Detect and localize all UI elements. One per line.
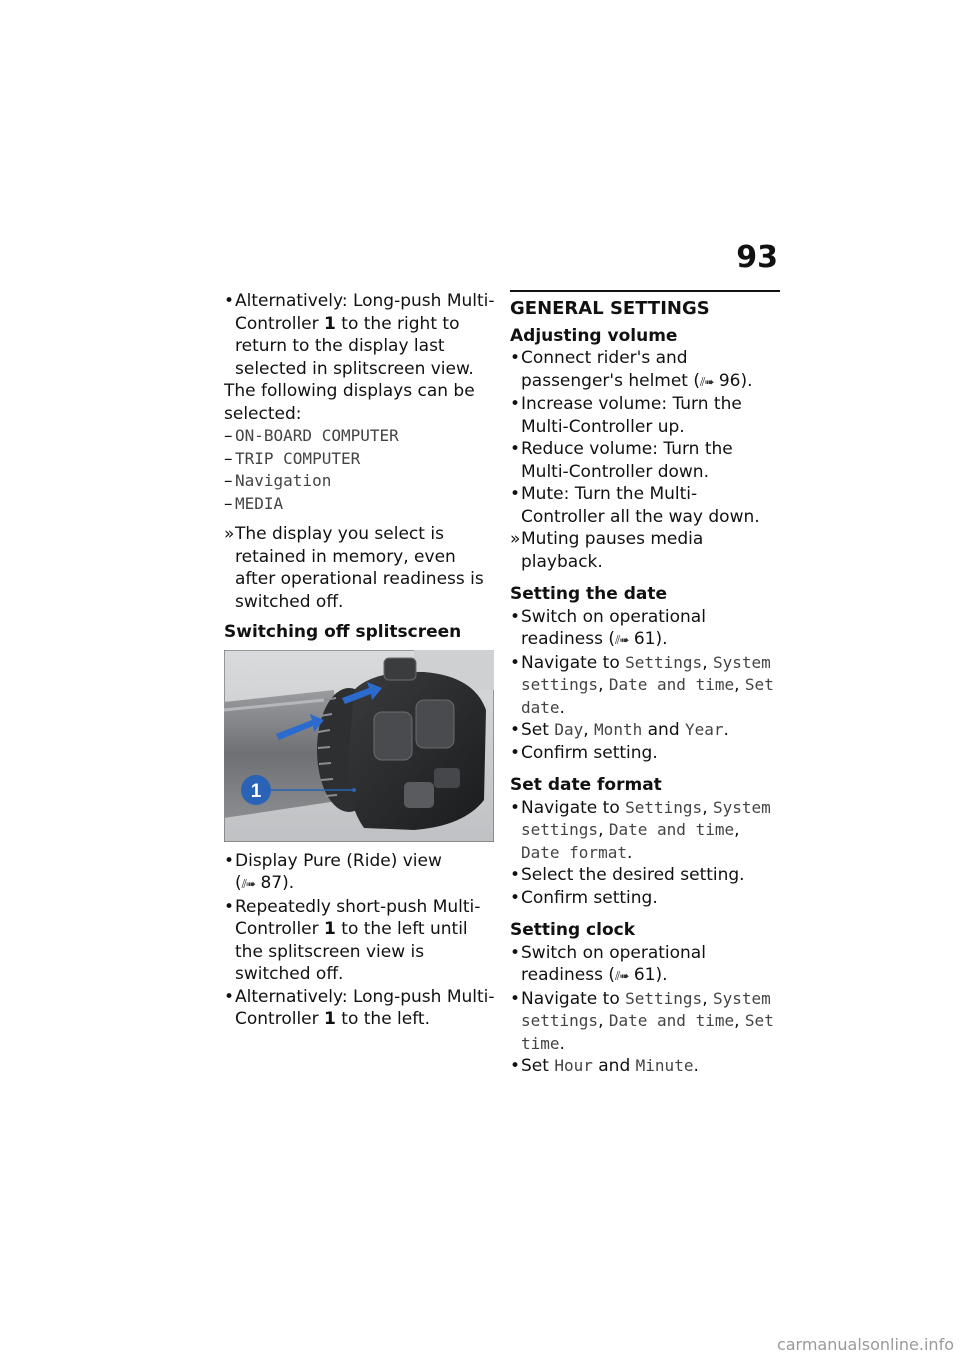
list-item: – MEDIA	[224, 493, 284, 514]
list-item: • Display Pure (Ride) view (⫽➠ 87).	[224, 850, 442, 893]
list-item: – TRIP COMPUTER	[224, 448, 361, 469]
list-item: • Navigate to Settings, System settings, Date and time, Date format.	[510, 797, 771, 863]
page-ref-arrow-icon: ⫽➠	[615, 633, 629, 647]
bullet-icon: •	[510, 348, 521, 368]
right-column	[510, 290, 780, 1078]
watermark: carmanualsonline.info	[776, 1335, 954, 1354]
list-item: – ON-BOARD COMPUTER	[224, 426, 399, 446]
list-item: • Alternatively: Long-push Multi-Controller 1 to the left.	[224, 986, 495, 1029]
list-item: • Alternatively: Long-push Multi-Controller 1 to the right to return to the display last selected in splitscreen view.	[224, 291, 495, 379]
left-column	[224, 290, 496, 1031]
section-heading: Set date format	[510, 775, 662, 795]
page-ref-arrow-icon: ⫽➠	[241, 877, 256, 891]
bullet-icon: •	[510, 797, 521, 818]
multi-controller-figure	[224, 650, 494, 842]
bullet-icon: •	[510, 988, 521, 1009]
list-item: • Set Day, Month and Year.	[510, 720, 729, 740]
list-item: – Navigation	[224, 471, 332, 491]
page-number: 93	[736, 240, 778, 275]
bullet-icon: •	[510, 1056, 521, 1076]
page-ref-arrow-icon: ⫽➠	[615, 969, 629, 983]
chapter-heading: GENERAL SETTINGS	[510, 290, 780, 321]
bullet-icon: •	[510, 439, 521, 459]
bullet-icon: •	[510, 652, 521, 673]
list-item: • Switch on operational readiness (⫽➠ 61).	[510, 942, 706, 985]
section-heading: Switching off splitscreen	[224, 622, 462, 642]
list-item: • Confirm setting.	[510, 887, 658, 908]
bullet-icon: •	[510, 742, 521, 763]
list-item: • Repeatedly short-push Multi-Controller 1 to the left until the splitscreen view is switched off.	[224, 896, 481, 984]
dash-icon: –	[224, 493, 233, 514]
dash-icon: –	[224, 426, 233, 446]
bullet-icon: •	[510, 720, 521, 740]
bullet-icon: •	[510, 484, 521, 504]
list-item: • Connect rider's and passenger's helmet (⫽➠ 96).	[510, 348, 753, 391]
bullet-icon: •	[510, 865, 521, 885]
bullet-icon: •	[510, 942, 521, 963]
list-item: • Reduce volume: Turn the Multi-Controller down.	[510, 439, 733, 482]
bullet-icon: •	[510, 394, 521, 414]
bullet-icon: •	[224, 291, 235, 311]
list-item: • Set Hour and Minute.	[510, 1056, 699, 1076]
list-item: • Mute: Turn the Multi-Controller all the way down.	[510, 484, 760, 527]
result-item: » The display you select is retained in memory, even after operational readiness is switched off.	[224, 524, 484, 612]
list-item: • Select the desired setting.	[510, 865, 745, 885]
result-arrow-icon: »	[510, 529, 521, 549]
following-text: The following displays can be selected:	[224, 381, 475, 424]
result-arrow-icon: »	[224, 524, 235, 544]
bullet-icon: •	[510, 606, 521, 627]
list-item: • Switch on operational readiness (⫽➠ 61).	[510, 606, 706, 649]
page-ref-arrow-icon: ⫽➠	[700, 374, 714, 389]
dash-icon: –	[224, 448, 233, 469]
section-heading: Adjusting volume	[510, 325, 678, 346]
bullet-icon: •	[510, 887, 521, 908]
bullet-icon: •	[224, 986, 235, 1007]
bullet-icon: •	[224, 896, 235, 917]
bullet-icon: •	[224, 850, 235, 871]
result-item: » Muting pauses media playback.	[510, 529, 704, 572]
section-heading: Setting clock	[510, 920, 636, 940]
list-item: • Increase volume: Turn the Multi-Controller up.	[510, 394, 742, 437]
list-item: • Navigate to Settings, System settings, Date and time, Set time.	[510, 988, 774, 1054]
figure-callout: 1	[250, 780, 262, 802]
section-heading: Setting the date	[510, 584, 668, 604]
list-item: • Navigate to Settings, System settings, Date and time, Set date.	[510, 652, 774, 718]
list-item: • Confirm setting.	[510, 742, 658, 763]
dash-icon: –	[224, 471, 233, 491]
handlebar-illustration	[224, 650, 494, 842]
